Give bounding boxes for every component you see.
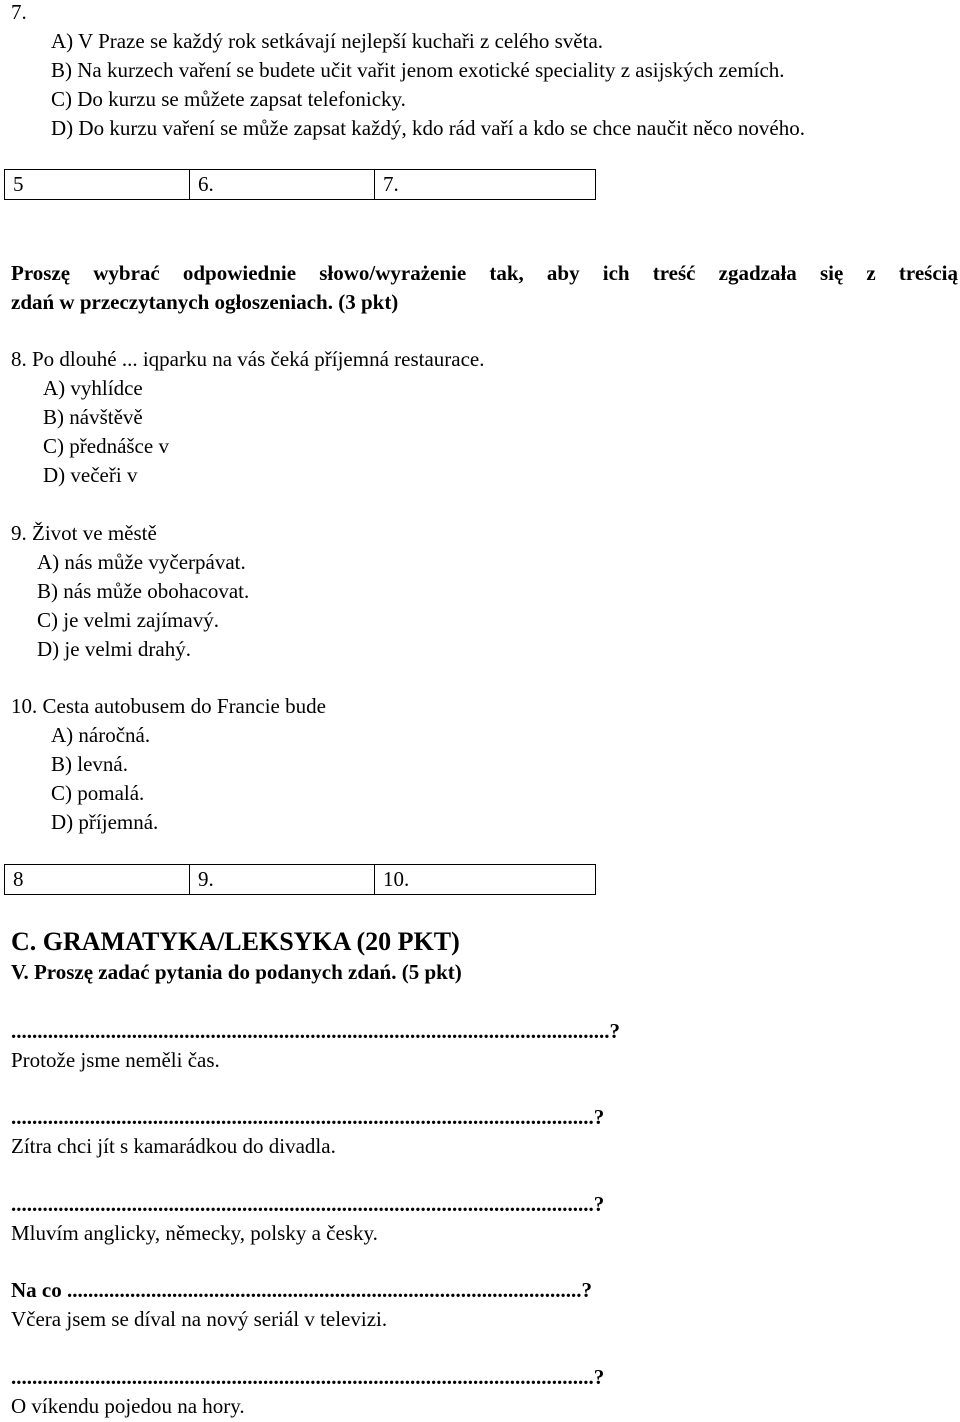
- question-stem: 8. Po dlouhé ... iqparku na vás čeká příjemná restaurace.: [11, 347, 485, 371]
- answer-option: A) V Praze se každý rok setkávají nejlepší kuchaři z celého světa.: [51, 29, 604, 53]
- given-sentence: Mluvím anglicky, německy, polsky a česky.: [11, 1221, 378, 1245]
- question-stem: 10. Cesta autobusem do Francie bude: [11, 694, 326, 718]
- question-blank[interactable]: ..................................................................................................................?: [11, 1019, 620, 1043]
- question-blank[interactable]: Na co ..................................................................................................?: [11, 1278, 592, 1302]
- answer-cell[interactable]: 10.: [375, 865, 596, 895]
- answer-table: [4, 864, 596, 895]
- answer-option: C) přednášce v: [43, 434, 169, 458]
- answer-option: D) je velmi drahý.: [37, 637, 191, 661]
- answer-cell[interactable]: 7.: [375, 170, 596, 200]
- question-blank[interactable]: ...............................................................................................................?: [11, 1105, 605, 1129]
- answer-option: A) vyhlídce: [43, 376, 143, 400]
- answer-option: B) návštěvě: [43, 405, 143, 429]
- task-instruction: V. Proszę zadać pytania do podanych zdań. (5 pkt): [11, 960, 462, 984]
- instruction-line: Proszę wybrać odpowiednie słowo/wyrażenie tak, aby ich treść zgadzała się z treścią: [11, 261, 958, 285]
- answer-cell[interactable]: 5: [5, 170, 190, 200]
- question-blank[interactable]: ...............................................................................................................?: [11, 1192, 605, 1216]
- section-heading: C. GRAMATYKA/LEKSYKA (20 PKT): [11, 927, 460, 956]
- answer-option: B) Na kurzech vaření se budete učit vařit jenom exotické speciality z asijských zemích.: [51, 58, 785, 82]
- answer-option: B) nás může obohacovat.: [37, 579, 250, 603]
- answer-option: B) levná.: [51, 752, 128, 776]
- answer-cell[interactable]: 9.: [190, 865, 375, 895]
- answer-cell[interactable]: 6.: [190, 170, 375, 200]
- answer-table: [4, 169, 596, 200]
- answer-option: C) je velmi zajímavý.: [37, 608, 219, 632]
- instruction-line: zdań w przeczytanych ogłoszeniach. (3 pkt): [11, 290, 399, 314]
- question-blank[interactable]: ...............................................................................................................?: [11, 1365, 605, 1389]
- answer-option: A) nás může vyčerpávat.: [37, 550, 246, 574]
- answer-option: C) pomalá.: [51, 781, 145, 805]
- given-sentence: Včera jsem se díval na nový seriál v televizi.: [11, 1307, 388, 1331]
- question-stem: 9. Život ve městě: [11, 521, 157, 545]
- answer-option: A) náročná.: [51, 723, 151, 747]
- given-sentence: O víkendu pojedou na hory.: [11, 1394, 245, 1418]
- answer-option: C) Do kurzu se můžete zapsat telefonicky.: [51, 87, 406, 111]
- question-number: 7.: [11, 0, 27, 24]
- answer-option: D) večeři v: [43, 463, 138, 487]
- answer-option: D) Do kurzu vaření se může zapsat každý, kdo rád vaří a kdo se chce naučit něco nového.: [51, 116, 805, 140]
- answer-option: D) příjemná.: [51, 810, 159, 834]
- given-sentence: Protože jsme neměli čas.: [11, 1048, 220, 1072]
- answer-cell[interactable]: 8: [5, 865, 190, 895]
- given-sentence: Zítra chci jít s kamarádkou do divadla.: [11, 1134, 336, 1158]
